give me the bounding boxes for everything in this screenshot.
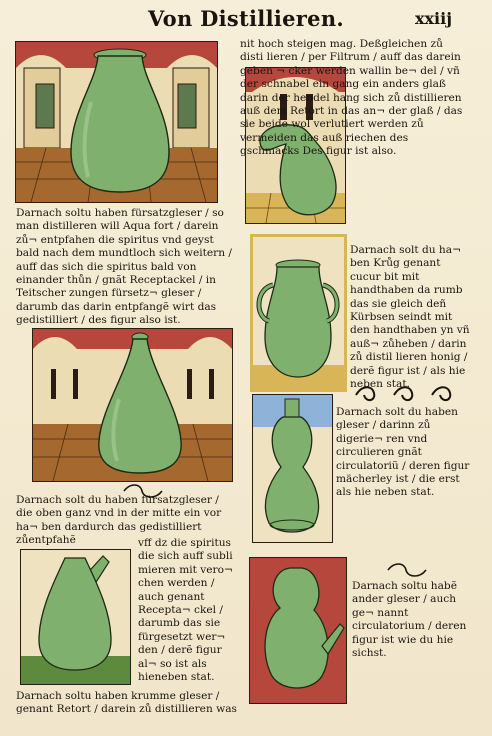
- text-block-cucurbit-body: Darnach solt du ha¬ ben Krůg genant cucur bit mit handthaben da rumb das sie gleich deñ Kürbsen seindt mit den handthaben yn vñ auß¬ zůheben / darin zů distil lieren honig / derẽ figur ist / als hie neben stat.: [350, 244, 470, 391]
- text-block-circulatorium-body: Darnach solt du haben gleser / darinn zů digerie¬ ren vnd circulieren gnãt circulatoriũ / deren figur mächerley ist / die erst als hie neben stat.: [336, 406, 470, 499]
- text-block-circulatorium-second-body: Darnach soltu habẽ ander gleser / auch ge¬ nannt circulatorium / deren figur ist wie du hie sichst.: [352, 580, 467, 660]
- circulatorium-icon: [253, 395, 332, 542]
- conical-receiver-icon: [33, 329, 232, 481]
- text-block-sublimation-body: vff dz die spiritus die sich auff subli mieren mit vero¬ chen werden / auch genant Recepta¬ ckel / darumb das sie fürgesetzt wer¬ den / derẽ figur al¬ so ist als hieneben stat.: [138, 537, 233, 684]
- text-block-circulatorium: [336, 406, 474, 500]
- spouted-vessel-icon: [21, 550, 130, 684]
- ornament-flourish-right-lower: [384, 562, 430, 578]
- text-block-receptackel: [16, 207, 236, 328]
- text-block-sublimation: [138, 537, 240, 684]
- text-block-retort: [240, 38, 466, 159]
- jug-woodcut: [250, 234, 347, 392]
- text-block-circulatorium-second: [352, 580, 474, 660]
- pear-flask-icon: [16, 42, 217, 202]
- text-block-cucurbit: [350, 244, 472, 391]
- text-block-fuersatz-body: Darnach solt du haben fürsatzgleser / die oben ganz vnd in der mitte ein vor ha¬ ben dardurch das gedistilliert zůentpfahẽ: [16, 494, 222, 547]
- ornament-flourish-right: [350, 383, 470, 405]
- text-block-retort-start: nit hoch steigen mag. Deßgleichen zů disti lieren / per Filtrum / auff das darein geben ¬ cker werden wallin be¬ del / vñ der schnabel ein gang ein anders glaß darin der hendel hang sich zů distillieren auß dem Retort in das an¬ der glaß / das sie beide wol verlutiert werden zů vermeiden das auß riechen des gschmacks Des figur ist also.: [240, 38, 463, 158]
- conical-receiver-woodcut: [32, 328, 233, 482]
- circulatorium-woodcut: [252, 394, 333, 543]
- spouted-vessel-woodcut: [20, 549, 131, 685]
- folio-number: xxiij: [414, 9, 452, 28]
- double-gourd-woodcut: [249, 557, 347, 704]
- jug-icon: [253, 237, 344, 389]
- text-block-retort-bottom-body: Darnach soltu haben krumme gleser / genant Retort / darein zů distillieren was: [16, 690, 237, 716]
- double-gourd-icon: [250, 558, 346, 703]
- text-block-retort-bottom: [16, 690, 246, 717]
- flask-woodcut: [15, 41, 218, 203]
- page-title: Von Distillieren.: [147, 6, 345, 31]
- text-block-receptackel-body: Darnach soltu haben fürsatzgleser / so man distilleren will Aqua fort / darein zů¬ entpfahen die spiritus vnd geyst bald nach dem mundtloch sich weitern / auff das sich die spiritus bald von einander thůn / gnãt Receptackel / in Teitscher zungen fürsetz¬ gleser / darumb das darin entpfangẽ wirt das gedistilliert / des figur also ist.: [16, 207, 233, 327]
